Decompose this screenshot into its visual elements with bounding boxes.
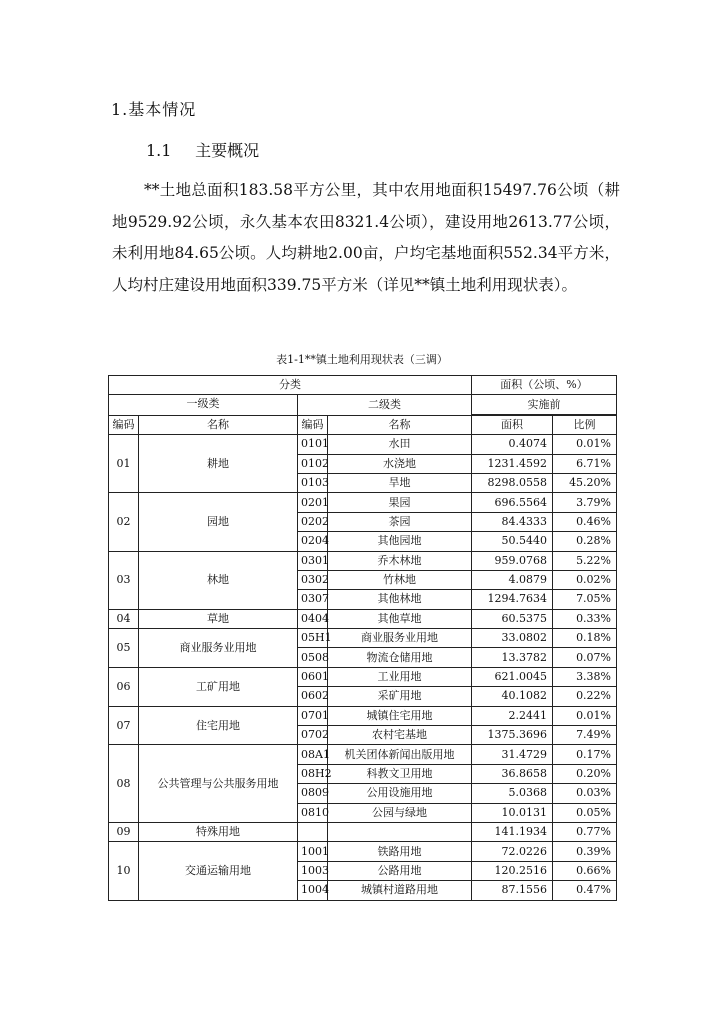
header-row <box>109 395 617 414</box>
level2-name-cell <box>328 822 472 841</box>
code-header: 编码 <box>109 415 139 434</box>
level2-name-cell: 公用设施用地 <box>328 784 472 803</box>
level2-name-cell: 机关团体新闻出版用地 <box>328 745 472 764</box>
level1-name-cell: 园地 <box>139 493 298 551</box>
ratio-cell: 0.22% <box>553 687 617 706</box>
level2-code-cell: 0201 <box>298 493 328 512</box>
level2-code-cell: 0103 <box>298 473 328 492</box>
level1-name-cell: 特殊用地 <box>139 822 298 841</box>
area-cell: 60.5375 <box>472 609 553 628</box>
ratio-cell: 0.01% <box>553 706 617 725</box>
level1-code-cell: 03 <box>109 551 139 609</box>
area-cell: 1231.4592 <box>472 454 553 473</box>
level2-name-cell: 城镇村道路用地 <box>328 881 472 900</box>
level2-name-cell: 竹林地 <box>328 570 472 589</box>
level2-name-cell: 其他林地 <box>328 590 472 609</box>
level2-code-cell: 08H2 <box>298 764 328 783</box>
level1-name-cell: 公共管理与公共服务用地 <box>139 745 298 823</box>
ratio-cell: 0.03% <box>553 784 617 803</box>
level2-code-cell: 0301 <box>298 551 328 570</box>
header-row <box>109 376 617 395</box>
table-caption: 表1-1**镇土地利用现状表（三调） <box>276 353 448 366</box>
table-row <box>109 842 617 861</box>
area-cell: 141.1934 <box>472 822 553 841</box>
ratio-cell: 0.01% <box>553 435 617 454</box>
area-cell: 72.0226 <box>472 842 553 861</box>
area-cell: 621.0045 <box>472 667 553 686</box>
table-row <box>109 667 617 686</box>
ratio-cell: 0.18% <box>553 629 617 648</box>
level1-name-cell: 工矿用地 <box>139 667 298 706</box>
code-header: 编码 <box>298 415 328 434</box>
name-header: 名称 <box>328 415 472 434</box>
level2-code-cell: 0102 <box>298 454 328 473</box>
level2-code-cell: 0202 <box>298 512 328 531</box>
level1-code-cell: 10 <box>109 842 139 900</box>
level2-code-cell: 0701 <box>298 706 328 725</box>
level1-code-cell: 04 <box>109 609 139 628</box>
ratio-cell: 0.05% <box>553 803 617 822</box>
level1-name-cell: 住宅用地 <box>139 706 298 745</box>
area-pct-header: 面积（公顷、%） <box>472 376 617 395</box>
table-row <box>109 629 617 648</box>
area-cell: 50.5440 <box>472 532 553 551</box>
ratio-cell: 6.71% <box>553 454 617 473</box>
area-header: 面积 <box>472 415 553 434</box>
level1-name-cell: 林地 <box>139 551 298 609</box>
section-heading: 1.基本情况 <box>111 100 197 119</box>
level2-name-cell: 其他园地 <box>328 532 472 551</box>
ratio-header: 比例 <box>553 415 617 434</box>
level2-name-cell: 其他草地 <box>328 609 472 628</box>
area-cell: 1294.7634 <box>472 590 553 609</box>
ratio-cell: 5.22% <box>553 551 617 570</box>
ratio-cell: 0.07% <box>553 648 617 667</box>
level2-name-cell: 水浇地 <box>328 454 472 473</box>
subsection-title: 主要概况 <box>195 141 260 160</box>
table-row <box>109 706 617 725</box>
level2-code-cell <box>298 822 328 841</box>
level1-name-cell: 商业服务业用地 <box>139 629 298 668</box>
area-cell: 87.1556 <box>472 881 553 900</box>
subsection-number: 1.1 <box>146 141 172 160</box>
area-cell: 10.0131 <box>472 803 553 822</box>
area-cell: 8298.0558 <box>472 473 553 492</box>
subsection-heading <box>146 138 259 161</box>
header-row <box>109 415 617 434</box>
table-row <box>109 745 617 764</box>
ratio-cell: 0.77% <box>553 822 617 841</box>
name-header: 名称 <box>139 415 298 434</box>
level2-name-cell: 物流仓储用地 <box>328 648 472 667</box>
level2-code-cell: 05H1 <box>298 629 328 648</box>
level2-name-cell: 商业服务业用地 <box>328 629 472 648</box>
level1-name-cell: 交通运输用地 <box>139 842 298 900</box>
ratio-cell: 7.05% <box>553 590 617 609</box>
level2-name-cell: 乔木林地 <box>328 551 472 570</box>
level2-code-cell: 0810 <box>298 803 328 822</box>
ratio-cell: 0.20% <box>553 764 617 783</box>
level2-code-cell: 0101 <box>298 435 328 454</box>
level2-name-cell: 茶园 <box>328 512 472 531</box>
level1-name-cell: 草地 <box>139 609 298 628</box>
area-cell: 5.0368 <box>472 784 553 803</box>
area-cell: 84.4333 <box>472 512 553 531</box>
level2-name-cell: 科教文卫用地 <box>328 764 472 783</box>
level1-code-cell: 07 <box>109 706 139 745</box>
level2-code-cell: 0307 <box>298 590 328 609</box>
ratio-cell: 0.17% <box>553 745 617 764</box>
area-cell: 36.8658 <box>472 764 553 783</box>
level2-code-cell: 0204 <box>298 532 328 551</box>
level2-code-cell: 0508 <box>298 648 328 667</box>
ratio-cell: 0.46% <box>553 512 617 531</box>
table-row <box>109 551 617 570</box>
ratio-cell: 0.47% <box>553 881 617 900</box>
area-cell: 696.5564 <box>472 493 553 512</box>
level2-code-cell: 1003 <box>298 861 328 880</box>
ratio-cell: 7.49% <box>553 726 617 745</box>
level2-code-cell: 0809 <box>298 784 328 803</box>
level2-name-cell: 采矿用地 <box>328 687 472 706</box>
level1-header: 一级类 <box>109 395 298 415</box>
level2-code-cell: 1004 <box>298 881 328 900</box>
level2-code-cell: 0602 <box>298 687 328 706</box>
area-cell: 4.0879 <box>472 570 553 589</box>
ratio-cell: 0.39% <box>553 842 617 861</box>
table-row <box>109 822 617 841</box>
area-cell: 13.3782 <box>472 648 553 667</box>
area-cell: 40.1082 <box>472 687 553 706</box>
ratio-cell: 3.79% <box>553 493 617 512</box>
area-cell: 0.4074 <box>472 435 553 454</box>
area-cell: 959.0768 <box>472 551 553 570</box>
level2-code-cell: 0404 <box>298 609 328 628</box>
area-cell: 33.0802 <box>472 629 553 648</box>
ratio-cell: 0.28% <box>553 532 617 551</box>
level2-name-cell: 公园与绿地 <box>328 803 472 822</box>
classification-header: 分类 <box>109 376 472 395</box>
level1-code-cell: 02 <box>109 493 139 551</box>
level2-name-cell: 果园 <box>328 493 472 512</box>
ratio-cell: 0.66% <box>553 861 617 880</box>
level2-name-cell: 城镇住宅用地 <box>328 706 472 725</box>
level2-code-cell: 08A1 <box>298 745 328 764</box>
area-cell: 2.2441 <box>472 706 553 725</box>
level2-name-cell: 农村宅基地 <box>328 726 472 745</box>
level2-header: 二级类 <box>298 395 472 415</box>
level2-name-cell: 铁路用地 <box>328 842 472 861</box>
status-header: 实施前 <box>472 395 617 414</box>
table-row <box>109 493 617 512</box>
level2-code-cell: 1001 <box>298 842 328 861</box>
level2-code-cell: 0302 <box>298 570 328 589</box>
ratio-cell: 45.20% <box>553 473 617 492</box>
level2-name-cell: 工业用地 <box>328 667 472 686</box>
level1-code-cell: 01 <box>109 435 139 493</box>
area-cell: 120.2516 <box>472 861 553 880</box>
level2-code-cell: 0702 <box>298 726 328 745</box>
level1-code-cell: 06 <box>109 667 139 706</box>
level2-name-cell: 旱地 <box>328 473 472 492</box>
ratio-cell: 3.38% <box>553 667 617 686</box>
table-row <box>109 435 617 454</box>
level2-code-cell: 0601 <box>298 667 328 686</box>
level1-code-cell: 08 <box>109 745 139 823</box>
level2-name-cell: 公路用地 <box>328 861 472 880</box>
ratio-cell: 0.33% <box>553 609 617 628</box>
table-row <box>109 609 617 628</box>
ratio-cell: 0.02% <box>553 570 617 589</box>
body-paragraph: **土地总面积183.58平方公里，其中农用地面积15497.76公顷（耕地9529.92公顷，永久基本农田8321.4公顷），建设用地2613.77公顷，未利用地84.65公顷。人均耕地2.00亩，户均宅基地面积552.34平方米，人均村庄建设用地面积339.75平方米（详见**镇土地利用现状表）。 <box>112 181 620 294</box>
land-use-table <box>108 375 617 901</box>
level1-name-cell: 耕地 <box>139 435 298 493</box>
area-cell: 1375.3696 <box>472 726 553 745</box>
area-cell: 31.4729 <box>472 745 553 764</box>
level1-code-cell: 09 <box>109 822 139 841</box>
level1-code-cell: 05 <box>109 629 139 668</box>
level2-name-cell: 水田 <box>328 435 472 454</box>
